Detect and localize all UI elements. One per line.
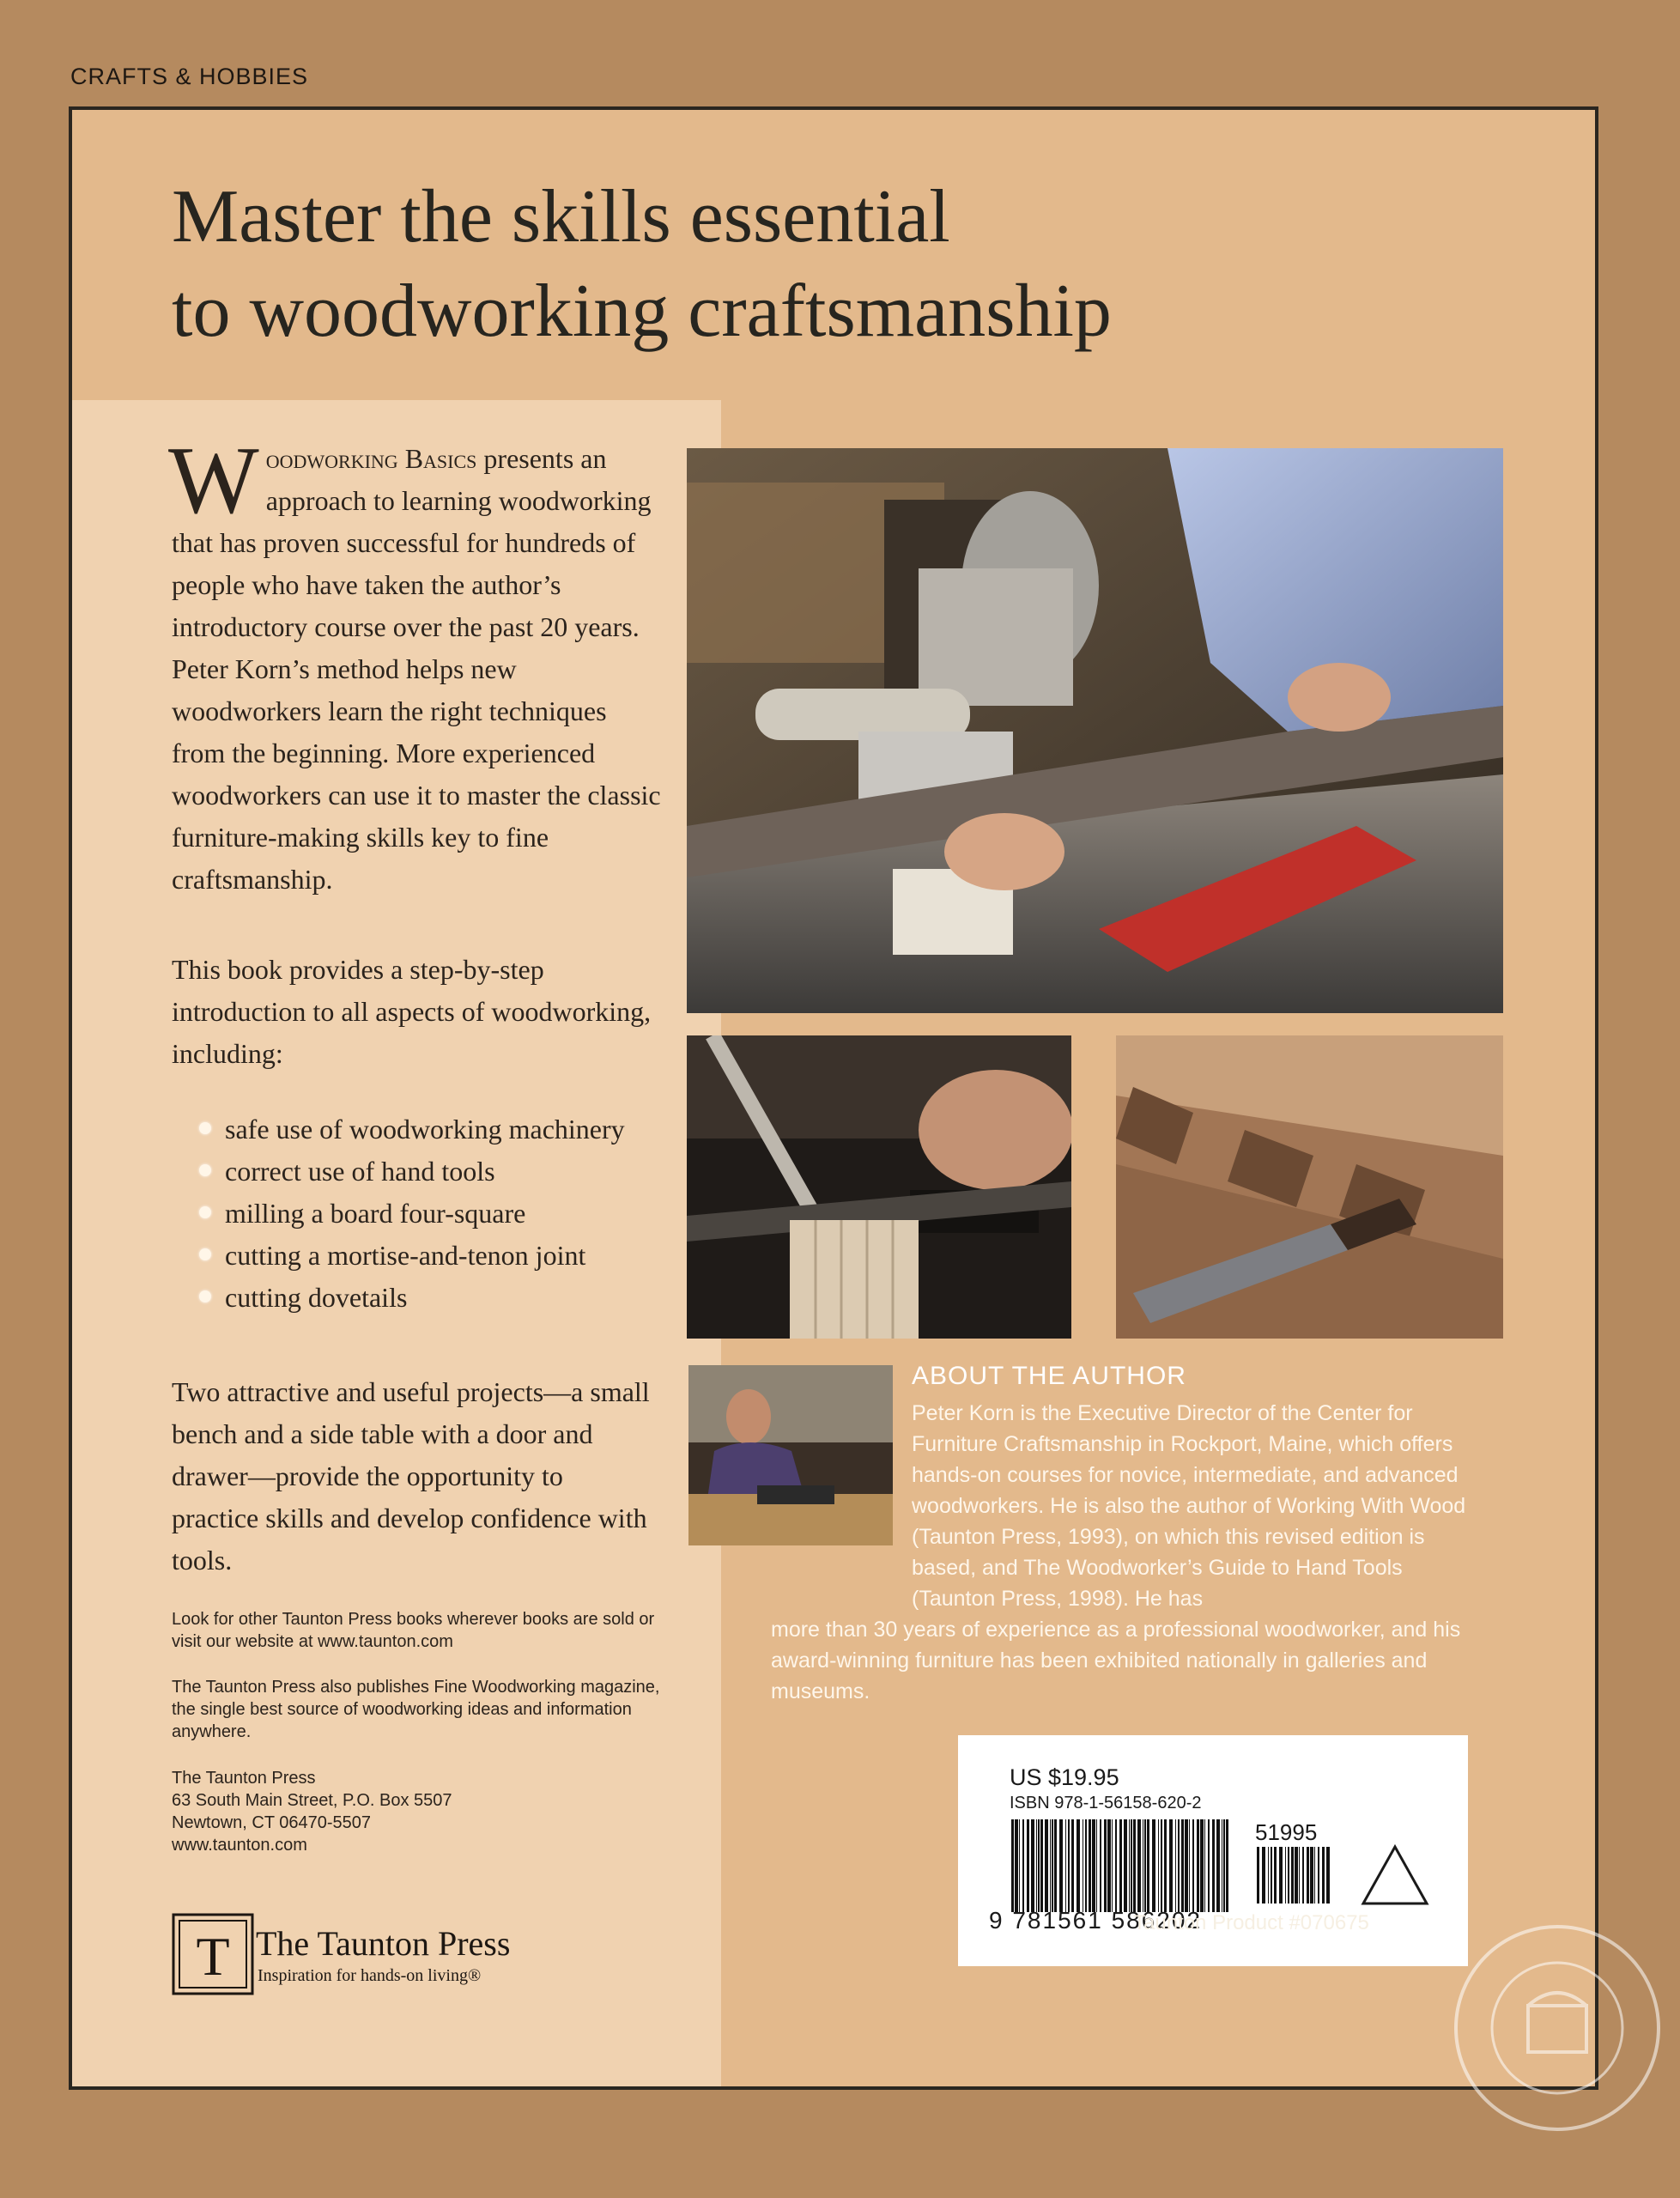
- bookstore-stamp-icon: [1449, 1920, 1665, 2136]
- ean-barcode-icon: [1010, 1819, 1231, 1912]
- look-for-text: Look for other Taunton Press books wherever books are sold or visit our website at www.taunton.com: [172, 1610, 655, 1651]
- website-link[interactable]: www.taunton.com: [172, 1836, 307, 1855]
- publisher-logo-name: The Taunton Press: [256, 1924, 511, 1963]
- topic-item: cutting a mortise-and-tenon joint: [197, 1235, 625, 1277]
- publisher-address: The Taunton Press 63 South Main Street, P.O. Box 5507 Newtown, CT 06470-5507 www.taunton.com: [172, 1767, 678, 1856]
- intro-text: presents an approach to learning woodworking that has proven successful for hundreds of people who have taken the author’s introductory course over the past 20 years. Peter Korn’s method helps new woodworkers learn the right techniques from the beginning. More experienced woodworkers can use it to master the classic furniture-making skills key to fine craftsmanship.: [172, 443, 661, 895]
- headline-line-1: Master the skills essential: [172, 175, 950, 258]
- jointer-photo: [687, 448, 1503, 1013]
- topic-item: cutting dovetails: [197, 1277, 625, 1319]
- also-publishes-text: The Taunton Press also publishes Fine Woodworking magazine, the single best source of woodworking ideas and information anywhere.: [172, 1678, 660, 1741]
- bullet-icon: [199, 1206, 211, 1218]
- headline: [172, 170, 1112, 359]
- bullet-icon: [199, 1122, 211, 1134]
- publisher-tagline: Inspiration for hands-on living®: [258, 1966, 482, 1985]
- price-code: 51995: [1255, 1819, 1318, 1845]
- price: US $19.95: [1010, 1764, 1119, 1790]
- marking-knife-photo: [687, 1035, 1071, 1339]
- steps-intro: This book provides a step-by-step introduction to all aspects of woodworking, including:: [172, 954, 652, 1069]
- book-title: oodworking Basics: [265, 443, 477, 474]
- isbn: ISBN 978-1-56158-620-2: [1010, 1794, 1202, 1812]
- intro-paragraph: [168, 428, 661, 901]
- taunton-logo-icon: [172, 1913, 254, 1995]
- bullet-icon: [199, 1164, 211, 1176]
- dovetail-photo: [1116, 1035, 1503, 1339]
- headline-line-2: to woodworking craftsmanship: [172, 270, 1112, 353]
- category-label: CRAFTS & HOBBIES: [70, 64, 309, 89]
- about-author-text: Peter Korn is the Executive Director of the Center for Furniture Craftsmanship in Rockport, Maine, which offers hands-on courses for novice, intermediate, and advanced woodworkers. He is also the author of Working With Wood (Taunton Press, 1993), on which this revised edition is based, and The Woodworker’s Guide to Hand Tools (Taunton Press, 1998). He has: [912, 1401, 1466, 1611]
- svg-text:T: T: [196, 1926, 230, 1987]
- topic-item: safe use of woodworking machinery: [197, 1108, 625, 1151]
- product-number: Taunton Product #070675: [1133, 1911, 1369, 1934]
- author-photo: [688, 1365, 893, 1545]
- topic-list: [197, 1108, 625, 1319]
- about-author-title: ABOUT THE AUTHOR: [912, 1362, 1186, 1390]
- about-author-text-continued: more than 30 years of experience as a professional woodworker, and his award-winning furniture has been exhibited nationally in galleries and museums.: [771, 1618, 1461, 1703]
- bullet-icon: [199, 1290, 211, 1302]
- addon-barcode-icon: [1255, 1847, 1332, 1904]
- topic-item: correct use of hand tools: [197, 1151, 625, 1193]
- topic-item: milling a board four-square: [197, 1193, 625, 1235]
- cover-frame: [69, 106, 1598, 2090]
- ean-digits: 9 781561 586202: [989, 1907, 1202, 1934]
- bullet-icon: [199, 1248, 211, 1260]
- triangle-icon: [1360, 1843, 1430, 1907]
- projects-paragraph: Two attractive and useful projects—a small bench and a side table with a door and drawer—provide the opportunity to practice skills and develop confidence with tools.: [172, 1376, 650, 1576]
- drop-cap: W: [168, 428, 259, 534]
